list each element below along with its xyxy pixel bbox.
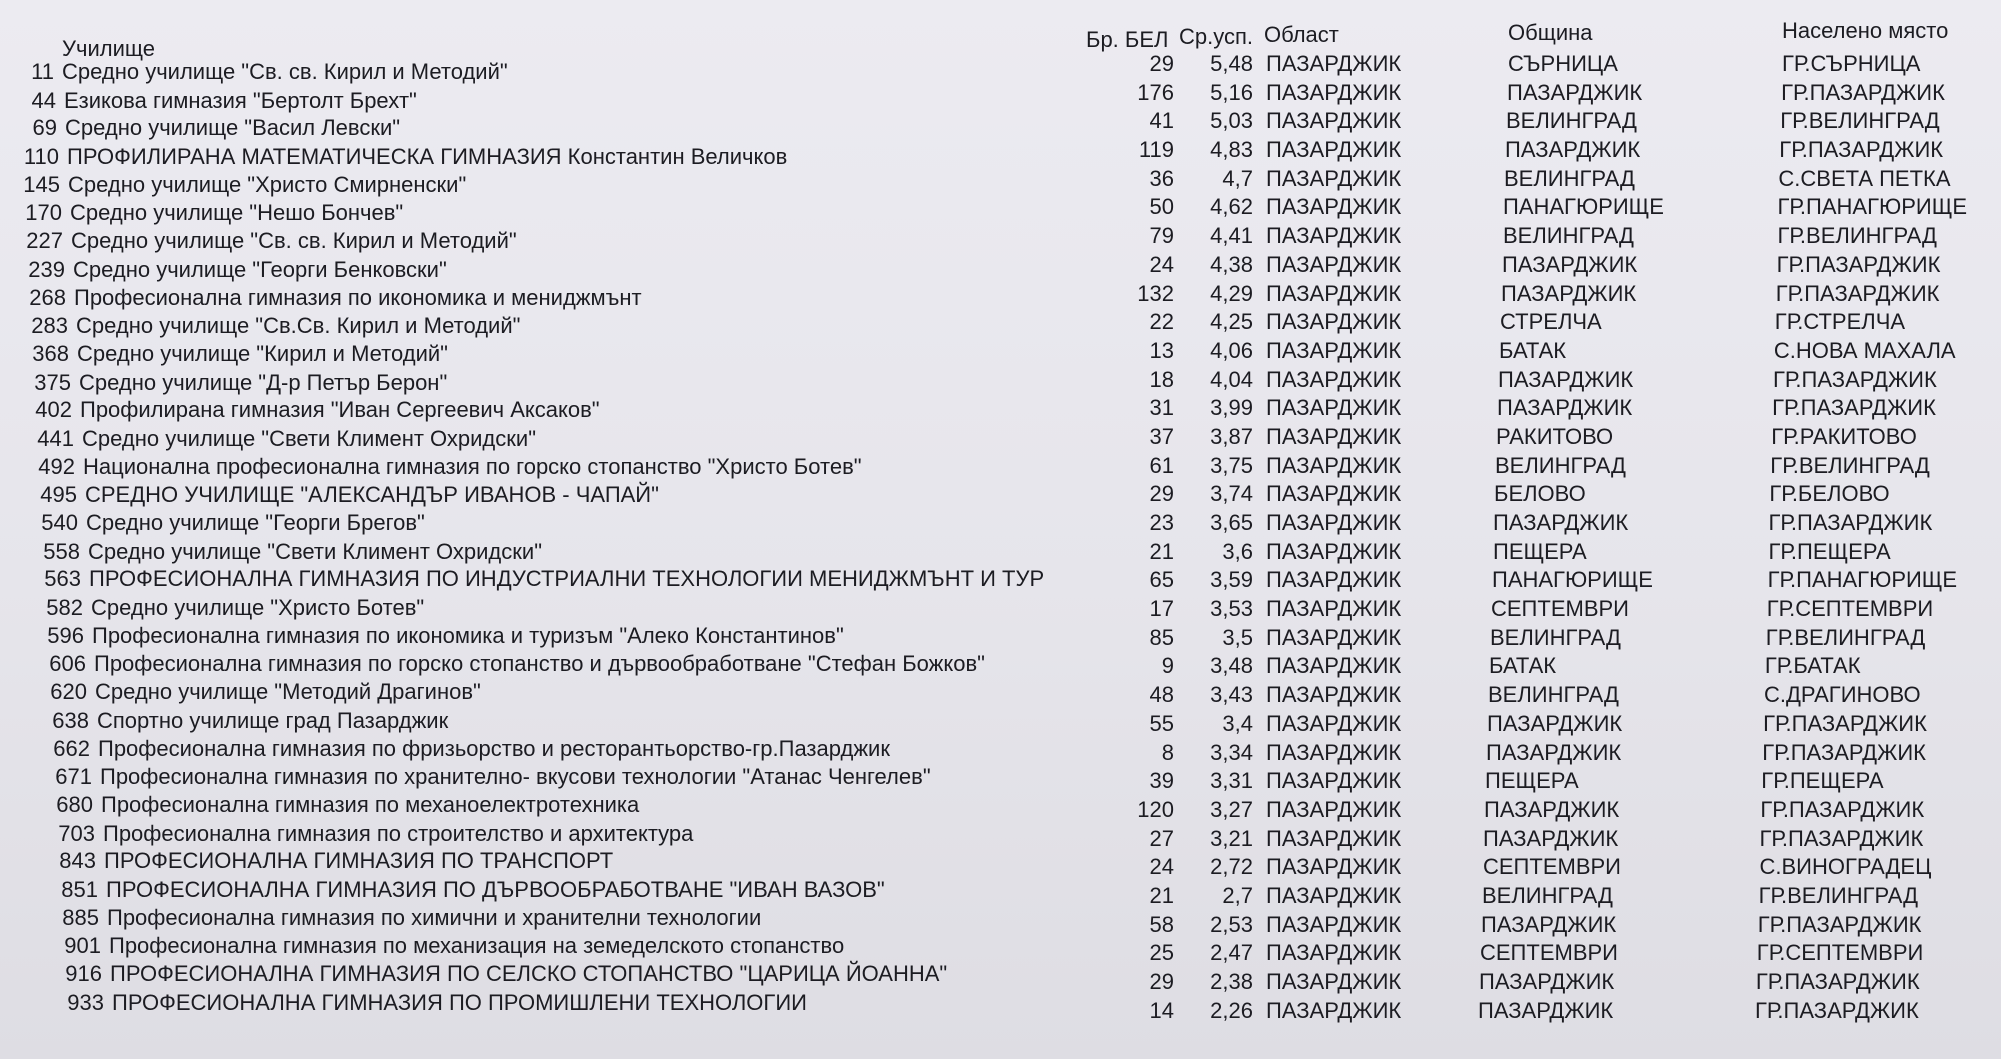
table-row [0, 136, 2001, 170]
row-id: 703 [58, 820, 95, 846]
region-name: ПАЗАРДЖИК [1266, 997, 1402, 1023]
region-name: ПАЗАРДЖИК [1266, 337, 1402, 363]
row-id: 885 [62, 904, 99, 930]
bel-count: 50 [1149, 194, 1174, 220]
average-score: 4,83 [1210, 137, 1253, 163]
school-name: Средно училище "Васил Левски" [65, 115, 401, 141]
table-row [0, 79, 2001, 113]
row-id: 402 [35, 397, 72, 423]
table-row [0, 222, 2001, 254]
bel-count: 21 [1149, 538, 1174, 564]
average-score: 3,74 [1210, 481, 1253, 507]
place-name: ГР.ПАЗАРДЖИК [1763, 710, 1927, 736]
bel-count: 24 [1149, 251, 1174, 277]
municipality-name: ПАНАГЮРИЩЕ [1492, 567, 1653, 593]
municipality-name: СЕПТЕМВРИ [1491, 596, 1629, 622]
average-score: 3,99 [1210, 395, 1253, 421]
municipality-name: ВЕЛИНГРАД [1488, 682, 1619, 708]
row-id: 540 [41, 510, 78, 535]
region-name: ПАЗАРДЖИК [1266, 969, 1402, 994]
region-name: ПАЗАРДЖИК [1266, 251, 1402, 277]
average-score: 3,59 [1210, 567, 1253, 593]
place-name: ГР.ПАЗАРДЖИК [1768, 510, 1933, 535]
municipality-name: ПАНАГЮРИЩЕ [1503, 194, 1664, 220]
region-name: ПАЗАРДЖИК [1266, 739, 1402, 765]
municipality-name: ВЕЛИНГРАД [1482, 882, 1613, 908]
municipality-name: ПАЗАРДЖИК [1502, 251, 1638, 277]
region-name: ПАЗАРДЖИК [1266, 366, 1402, 392]
region-name: ПАЗАРДЖИК [1266, 137, 1402, 163]
municipality-name: ВЕЛИНГРАД [1504, 165, 1635, 191]
bel-count: 22 [1149, 309, 1174, 335]
school-name: Професионална гимназия по механизация на земеделското стопанство [109, 933, 845, 959]
region-name: ПАЗАРДЖИК [1266, 596, 1402, 622]
place-name: ГР.ПЕЩЕРА [1768, 538, 1891, 564]
row-id: 582 [46, 595, 83, 621]
region-name: ПАЗАРДЖИК [1266, 653, 1402, 679]
row-id: 283 [31, 313, 68, 339]
region-name: ПАЗАРДЖИК [1266, 882, 1402, 908]
place-name: ГР.СЪРНИЦА [1782, 51, 1921, 76]
region-name: ПАЗАРДЖИК [1266, 567, 1402, 593]
header-place: Населено място [1782, 18, 1949, 43]
average-score: 2,47 [1210, 940, 1253, 966]
school-name: Професионална гимназия по икономика и туризъм "Алеко Константинов" [92, 622, 844, 648]
region-name: ПАЗАРДЖИК [1266, 682, 1402, 708]
row-id: 671 [55, 764, 92, 790]
school-name: ПРОФЕСИОНАЛНА ГИМНАЗИЯ ПО ИНДУСТРИАЛНИ ТЕХНОЛОГИИ МЕНИДЖМЪНТ И ТУР [89, 566, 1045, 592]
average-score: 2,38 [1210, 969, 1253, 994]
municipality-name: ВЕЛИНГРАД [1490, 624, 1621, 650]
bel-count: 79 [1149, 223, 1174, 249]
bel-count: 58 [1149, 911, 1174, 937]
bel-count: 23 [1149, 510, 1174, 535]
region-name: ПАЗАРДЖИК [1266, 395, 1402, 421]
municipality-name: БЕЛОВО [1494, 481, 1586, 507]
place-name: ГР.ПАНАГЮРИЩЕ [1767, 567, 1958, 593]
average-score: 2,26 [1210, 997, 1253, 1023]
school-name: Професионална гимназия по механоелектротехника [101, 791, 640, 817]
average-score: 3,27 [1210, 796, 1253, 822]
average-score: 5,48 [1210, 51, 1253, 76]
table-row [0, 308, 2001, 337]
municipality-name: ПАЗАРДЖИК [1479, 969, 1615, 994]
row-id: 606 [49, 651, 86, 677]
row-id: 268 [29, 284, 66, 310]
average-score: 4,7 [1222, 165, 1253, 191]
row-id: 375 [34, 369, 71, 395]
average-score: 4,04 [1210, 366, 1253, 392]
place-name: С.СВЕТА ПЕТКА [1778, 165, 1951, 191]
bel-count: 27 [1149, 825, 1174, 851]
bel-count: 18 [1149, 366, 1174, 392]
table-row [0, 366, 2001, 395]
table-row [0, 538, 2001, 567]
region-name: ПАЗАРДЖИК [1266, 423, 1402, 449]
school-name: Средно училище "Христо Смирненски" [68, 171, 467, 197]
average-score: 3,21 [1210, 825, 1253, 851]
row-id: 368 [32, 340, 69, 366]
place-name: ГР.ПАЗАРДЖИК [1779, 137, 1944, 163]
average-score: 3,4 [1222, 710, 1253, 736]
bel-count: 8 [1161, 739, 1174, 765]
place-name: ГР.ПАЗАРДЖИК [1760, 796, 1925, 822]
average-score: 4,06 [1210, 337, 1253, 363]
average-score: 5,16 [1210, 79, 1253, 105]
average-score: 2,72 [1210, 854, 1253, 880]
average-score: 5,03 [1210, 108, 1253, 134]
school-name: Професионална гимназия по химични и хранителни технологии [107, 904, 762, 930]
row-id: 680 [56, 791, 93, 817]
region-name: ПАЗАРДЖИК [1266, 481, 1402, 507]
school-name: ПРОФЕСИОНАЛНА ГИМНАЗИЯ ПО ДЪРВООБРАБОТВАНЕ "ИВАН ВАЗОВ" [106, 876, 885, 902]
municipality-name: ПАЗАРДЖИК [1505, 137, 1641, 163]
place-name: ГР.БЕЛОВО [1769, 481, 1890, 507]
school-name: ПРОФЕСИОНАЛНА ГИМНАЗИЯ ПО СЕЛСКО СТОПАНСТВО "ЦАРИЦА ЙОАННА" [110, 961, 948, 986]
bel-count: 41 [1149, 108, 1174, 134]
municipality-name: ПАЗАРДЖИК [1487, 710, 1623, 736]
place-name: ГР.ПАЗАРДЖИК [1776, 251, 1941, 277]
school-name: Професионална гимназия по фризьорство и ресторантьорство-гр.Пазарджик [98, 735, 890, 761]
bel-count: 176 [1137, 79, 1174, 105]
place-name: ГР.ПАЗАРДЖИК [1781, 79, 1945, 105]
school-name: Средно училище "Д-р Петър Берон" [79, 369, 448, 395]
municipality-name: ПЕЩЕРА [1493, 538, 1587, 564]
average-score: 3,5 [1222, 624, 1253, 650]
region-name: ПАЗАРДЖИК [1266, 79, 1402, 105]
average-score: 2,7 [1222, 882, 1253, 908]
school-name: Средно училище "Георги Бенковски" [73, 256, 447, 282]
region-name: ПАЗАРДЖИК [1266, 940, 1402, 966]
region-name: ПАЗАРДЖИК [1266, 280, 1402, 306]
bel-count: 9 [1161, 653, 1174, 679]
header-count: Бр. БЕЛ [1086, 27, 1169, 52]
row-id: 662 [53, 735, 90, 761]
region-name: ПАЗАРДЖИК [1266, 710, 1402, 736]
municipality-name: СТРЕЛЧА [1500, 309, 1602, 335]
school-name: Профилирана гимназия "Иван Сергеевич Аксаков" [80, 397, 600, 423]
row-id: 596 [47, 622, 84, 648]
table-row [0, 337, 2001, 366]
school-name: Езикова гимназия "Бертолт Брехт" [64, 87, 417, 113]
region-name: ПАЗАРДЖИК [1266, 223, 1402, 249]
table-row [0, 452, 2001, 481]
school-name: Средно училище "Христо Ботев" [91, 595, 425, 621]
school-name: Професионална гимназия по хранително- вкусови технологии "Атанас Ченгелев" [100, 764, 931, 790]
bel-count: 37 [1149, 423, 1174, 449]
school-name: Средно училище "Нешо Бончев" [70, 200, 404, 226]
school-name: Средно училище "Свети Климент Охридски" [82, 425, 536, 451]
row-id: 44 [31, 87, 56, 113]
region-name: ПАЗАРДЖИК [1266, 165, 1402, 191]
municipality-name: СЕПТЕМВРИ [1480, 940, 1618, 966]
municipality-name: ПАЗАРДЖИК [1486, 739, 1622, 765]
municipality-name: ПАЗАРДЖИК [1483, 825, 1619, 851]
table-row [0, 280, 2001, 309]
school-name: ПРОФИЛИРАНА МАТЕМАТИЧЕСКА ГИМНАЗИЯ Константин Величков [67, 144, 788, 170]
row-id: 11 [31, 59, 54, 84]
bel-count: 29 [1149, 481, 1174, 507]
place-name: С.ВИНОГРАДЕЦ [1759, 854, 1932, 880]
bel-count: 119 [1138, 137, 1174, 163]
municipality-name: БАТАК [1499, 337, 1567, 363]
table-row [0, 193, 2001, 226]
place-name: ГР.ПАЗАРДЖИК [1757, 911, 1922, 937]
place-name: ГР.БАТАК [1764, 653, 1861, 679]
school-name: ПРОФЕСИОНАЛНА ГИМНАЗИЯ ПО ПРОМИШЛЕНИ ТЕХНОЛОГИИ [112, 989, 807, 1015]
table-row [0, 251, 2001, 280]
place-name: ГР.ВЕЛИНГРАД [1770, 452, 1930, 478]
row-id: 495 [40, 482, 77, 508]
bel-count: 17 [1149, 596, 1174, 622]
place-name: ГР.ВЕЛИНГРАД [1765, 624, 1926, 650]
table-row [0, 107, 2001, 141]
region-name: ПАЗАРДЖИК [1266, 194, 1402, 220]
region-name: ПАЗАРДЖИК [1266, 108, 1402, 134]
table-row [0, 624, 2001, 653]
school-name: ПРОФЕСИОНАЛНА ГИМНАЗИЯ ПО ТРАНСПОРТ [104, 848, 614, 874]
average-score: 4,62 [1210, 194, 1253, 220]
school-name: Средно училище "Методий Драгинов" [95, 679, 481, 705]
school-name: Средно училище "Св.Св. Кирил и Методий" [76, 313, 521, 339]
row-id: 145 [23, 171, 60, 197]
school-name: Национална професионална гимназия по горско стопанство "Христо Ботев" [83, 453, 862, 479]
bel-count: 39 [1149, 768, 1174, 794]
average-score: 4,41 [1210, 223, 1253, 249]
place-name: ГР.ПАЗАРДЖИК [1755, 997, 1919, 1023]
municipality-name: ПАЗАРДЖИК [1478, 997, 1614, 1023]
place-name: ГР.ПАЗАРДЖИК [1772, 395, 1936, 421]
school-name: Средно училище "Георги Брегов" [86, 510, 425, 535]
average-score: 4,29 [1210, 280, 1253, 306]
results-table [0, 50, 2001, 1025]
row-id: 843 [59, 848, 96, 874]
place-name: ГР.ПАЗАРДЖИК [1759, 825, 1924, 851]
bel-count: 132 [1137, 280, 1174, 306]
table-row [0, 423, 2001, 452]
region-name: ПАЗАРДЖИК [1266, 51, 1402, 76]
table-row [0, 480, 2001, 509]
municipality-name: ПАЗАРДЖИК [1484, 796, 1620, 822]
table-row [0, 394, 2001, 423]
place-name: ГР.ПАНАГЮРИЩЕ [1777, 194, 1968, 220]
place-name: ГР.ВЕЛИНГРАД [1758, 882, 1919, 908]
row-id: 558 [43, 538, 80, 564]
bel-count: 65 [1149, 567, 1174, 593]
bel-count: 85 [1149, 624, 1174, 650]
municipality-name: СЪРНИЦА [1508, 51, 1618, 76]
row-id: 492 [38, 453, 75, 479]
row-id: 563 [44, 566, 81, 592]
place-name: С.НОВА МАХАЛА [1773, 337, 1956, 363]
place-name: ГР.ПАЗАРДЖИК [1755, 969, 1920, 994]
region-name: ПАЗАРДЖИК [1266, 624, 1402, 650]
region-name: ПАЗАРДЖИК [1266, 911, 1402, 937]
place-name: ГР.ПАЗАРДЖИК [1773, 366, 1937, 392]
municipality-name: РАКИТОВО [1496, 423, 1614, 449]
bel-count: 55 [1149, 710, 1174, 736]
school-name: Средно училище "Св. св. Кирил и Методий" [62, 59, 508, 84]
row-id: 638 [52, 707, 89, 733]
region-name: ПАЗАРДЖИК [1266, 768, 1402, 794]
bel-count: 120 [1137, 796, 1174, 822]
school-name: Професионална гимназия по строителство и архитектура [103, 820, 694, 846]
table-row [0, 989, 2001, 1026]
municipality-name: ПАЗАРДЖИК [1501, 280, 1637, 306]
average-score: 3,6 [1222, 538, 1253, 564]
region-name: ПАЗАРДЖИК [1266, 825, 1402, 851]
school-name: Спортно училище град Пазарджик [97, 707, 449, 733]
bel-count: 13 [1149, 337, 1174, 363]
average-score: 4,38 [1210, 251, 1253, 277]
municipality-name: СЕПТЕМВРИ [1483, 854, 1621, 880]
bel-count: 36 [1149, 165, 1174, 191]
place-name: ГР.РАКИТОВО [1771, 423, 1917, 449]
row-id: 916 [65, 961, 102, 986]
row-id: 901 [64, 933, 101, 959]
place-name: ГР.СТРЕЛЧА [1774, 309, 1906, 335]
row-id: 69 [32, 115, 57, 141]
bel-count: 25 [1149, 940, 1174, 966]
row-id: 441 [37, 425, 74, 451]
bel-count: 61 [1149, 452, 1174, 478]
average-score: 2,53 [1210, 911, 1253, 937]
table-row [0, 50, 2001, 84]
bel-count: 31 [1149, 395, 1174, 421]
region-name: ПАЗАРДЖИК [1266, 510, 1402, 535]
place-name: ГР.ПАЗАРДЖИК [1775, 280, 1940, 306]
municipality-name: БАТАК [1489, 653, 1557, 679]
school-name: Професионална гимназия по горско стопанство и дървообработване "Стефан Божков" [94, 651, 985, 677]
average-score: 3,65 [1210, 510, 1253, 535]
place-name: ГР.ПЕЩЕРА [1761, 768, 1884, 794]
region-name: ПАЗАРДЖИК [1266, 309, 1402, 335]
place-name: С.ДРАГИНОВО [1764, 682, 1921, 708]
average-score: 3,75 [1210, 452, 1253, 478]
municipality-name: ПАЗАРДЖИК [1493, 510, 1629, 535]
header-municipality: Община [1508, 20, 1593, 45]
row-id: 239 [28, 256, 65, 282]
row-id: 620 [50, 679, 87, 705]
row-id: 170 [25, 200, 62, 226]
average-score: 3,53 [1210, 596, 1253, 622]
average-score: 3,87 [1210, 423, 1253, 449]
bel-count: 29 [1149, 51, 1174, 76]
municipality-name: ВЕЛИНГРАД [1495, 452, 1626, 478]
region-name: ПАЗАРДЖИК [1266, 796, 1402, 822]
municipality-name: ПЕЩЕРА [1485, 768, 1579, 794]
table-row [0, 652, 2001, 681]
municipality-name: ВЕЛИНГРАД [1503, 223, 1634, 249]
municipality-name: ПАЗАРДЖИК [1497, 395, 1633, 421]
municipality-name: ВЕЛИНГРАД [1506, 108, 1637, 134]
row-id: 851 [61, 876, 98, 902]
bel-count: 24 [1149, 854, 1174, 880]
table-row [0, 595, 2001, 624]
header-average: Ср.усп. [1179, 24, 1254, 49]
place-name: ГР.ВЕЛИНГРАД [1780, 108, 1940, 134]
average-score: 3,43 [1210, 682, 1253, 708]
table-row [0, 681, 2001, 710]
bel-count: 21 [1149, 882, 1174, 908]
row-id: 227 [26, 228, 63, 254]
municipality-name: ПАЗАРДЖИК [1481, 911, 1617, 937]
school-name: Средно училище "Кирил и Методий" [77, 340, 448, 366]
average-score: 3,34 [1210, 739, 1253, 765]
region-name: ПАЗАРДЖИК [1266, 452, 1402, 478]
place-name: ГР.ВЕЛИНГРАД [1777, 223, 1937, 249]
school-name: Средно училище "Св. св. Кирил и Методий" [71, 228, 517, 254]
school-name: Средно училище "Свети Климент Охридски" [88, 538, 542, 564]
bel-count: 14 [1149, 997, 1174, 1023]
row-id: 110 [23, 144, 59, 170]
header-region: Област [1264, 22, 1339, 47]
average-score: 4,25 [1210, 309, 1253, 335]
municipality-name: ПАЗАРДЖИК [1498, 366, 1634, 392]
bel-count: 29 [1149, 969, 1174, 994]
table-row [0, 165, 2001, 197]
place-name: ГР.ПАЗАРДЖИК [1762, 739, 1926, 765]
municipality-name: ПАЗАРДЖИК [1507, 79, 1643, 105]
bel-count: 48 [1149, 682, 1174, 708]
school-name: Професионална гимназия по икономика и мениджмънт [74, 284, 642, 310]
place-name: ГР.СЕПТЕМВРИ [1756, 940, 1924, 966]
table-row [0, 509, 2001, 538]
average-score: 3,31 [1210, 768, 1253, 794]
school-name: СРЕДНО УЧИЛИЩЕ "АЛЕКСАНДЪР ИВАНОВ - ЧАПАЙ" [85, 482, 659, 508]
header-school: Училище [62, 36, 155, 61]
place-name: ГР.СЕПТЕМВРИ [1766, 596, 1934, 622]
table-row [0, 566, 2001, 595]
region-name: ПАЗАРДЖИК [1266, 854, 1402, 880]
average-score: 3,48 [1210, 653, 1253, 679]
region-name: ПАЗАРДЖИК [1266, 538, 1402, 564]
row-id: 933 [67, 989, 104, 1015]
